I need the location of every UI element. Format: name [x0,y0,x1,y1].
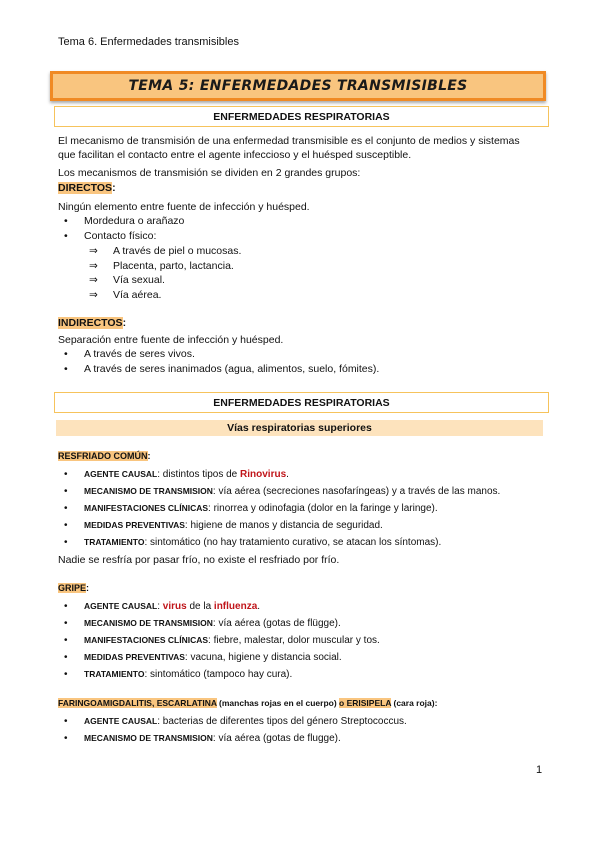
list-item: ⇒ Placenta, parto, lactancia. [89,259,234,272]
list-item: • Mordedura o arañazo [64,215,185,227]
arrow-icon: ⇒ [89,274,98,286]
faringo-list [58,713,407,747]
gripe-list [58,598,380,683]
gripe-heading [58,583,89,593]
arrow-icon: ⇒ [89,259,98,272]
list-item: • A través de seres inanimados (agua, alimentos, suelo, fómites). [64,362,380,375]
list-item: • AGENTE CAUSAL: bacterias de diferentes tipos del género Streptococcus. [64,716,407,727]
directos-label: DIRECTOS [58,182,113,194]
list-item: • MECANISMO DE TRANSMISION: vía aérea (secreciones nasofaríngeas) y a través de las manos. [64,486,501,497]
directos-sublist [89,244,241,302]
arrow-icon: ⇒ [89,245,98,257]
list-item: ⇒ Vía aérea. [89,288,162,301]
list-item: • MEDIDAS PREVENTIVAS: higiene de manos y distancia de seguridad. [64,520,383,531]
faringo-label: FARINGOAMIGDALITIS, ESCARLATINA [58,698,217,708]
section-heading-text: ENFERMEDADES RESPIRATORIAS [213,110,390,123]
directos-list [58,214,184,243]
gripe-label: GRIPE [58,583,87,593]
subheading-vias-superiores [56,420,543,436]
list-item: • MANIFESTACIONES CLÍNICAS: fiebre, malestar, dolor muscular y tos. [64,635,380,646]
section-heading-text: ENFERMEDADES RESPIRATORIAS [213,396,390,409]
list-item: • AGENTE CAUSAL: distintos tipos de Rinovirus. [64,469,289,480]
indirectos-heading [58,317,126,329]
faringo-paren1: (manchas rojas en el cuerpo) [216,698,340,708]
indirectos-list [58,347,379,376]
list-item: • TRATAMIENTO: sintomático (no hay tratamiento curativo, se atacan los síntomas). [64,537,442,548]
list-item: • MANIFESTACIONES CLÍNICAS: rinorrea y odinofagia (dolor en la faringe y laringe). [64,503,438,514]
indirectos-label: INDIRECTOS [58,317,123,329]
resfriado-heading [58,451,151,461]
faringo-heading [58,698,437,708]
list-item: • MECANISMO DE TRANSMISION: vía aérea (gotas de flugge). [64,733,341,744]
list-item: • TRATAMIENTO: sintomático (tampoco hay cura). [64,669,293,680]
intro-paragraph-line3: Los mecanismos de transmisión se dividen en 2 grandes grupos: [58,167,361,179]
list-item: ⇒ Vía sexual. [89,274,165,286]
resfriado-colon: : [147,451,151,461]
directos-colon: : [112,182,116,194]
list-item: • MEDIDAS PREVENTIVAS: vacuna, higiene y distancia social. [64,652,342,663]
page-number: 1 [536,764,543,776]
faringo-paren2: (cara roja): [391,698,438,708]
directos-heading [58,182,116,194]
running-header: Tema 6. Enfermedades transmisibles [58,36,239,48]
subheading-text: Vías respiratorias superiores [227,422,372,434]
directos-description: Ningún elemento entre fuente de infección y huésped. [58,201,310,213]
list-item: ⇒ A través de piel o mucosas. [89,245,242,257]
indirectos-colon: : [122,317,127,329]
resfriado-label: RESFRIADO COMÚN [58,451,148,461]
section-heading-respiratorias [54,106,549,127]
resfriado-note: Nadie se resfría por pasar frío, no existe el resfriado por frío. [58,554,340,566]
list-item: • AGENTE CAUSAL: virus de la influenza. [64,601,261,612]
intro-paragraph-line1: El mecanismo de transmisión de una enfermedad transmisible es el conjunto de medios y sistemas [58,135,520,147]
list-item: • Contacto físico: [64,229,157,242]
erisipela-label: o ERISIPELA [339,698,392,708]
document-title: TEMA 5: ENFERMEDADES TRANSMISIBLES [128,78,468,94]
intro-paragraph-line2: que facilitan el contacto entre el agente infeccioso y el huésped susceptible. [58,149,412,161]
resfriado-list [58,466,500,551]
document-title-box [50,71,546,101]
section-heading-respiratorias-2 [54,392,549,413]
list-item: • MECANISMO DE TRANSMISION: vía aérea (gotas de flügge). [64,618,341,629]
indirectos-description: Separación entre fuente de infección y huésped. [58,334,284,346]
arrow-icon: ⇒ [89,288,98,301]
list-item: • A través de seres vivos. [64,348,195,360]
gripe-colon: : [86,583,90,593]
